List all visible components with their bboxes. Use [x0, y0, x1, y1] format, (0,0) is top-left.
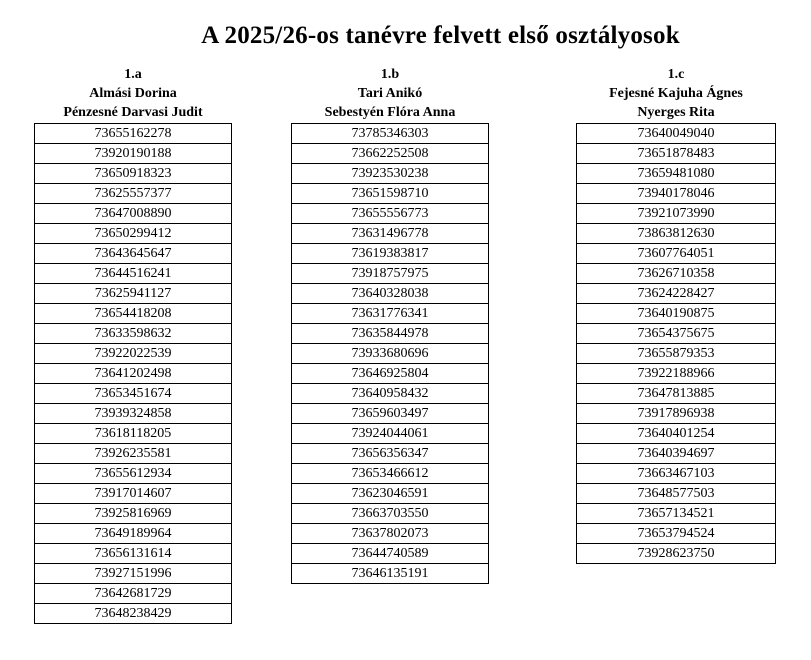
student-id-cell: 73640401254 [577, 424, 776, 444]
student-id-cell: 73917014607 [35, 484, 232, 504]
student-id-cell: 73926235581 [35, 444, 232, 464]
teacher-name: Pénzesné Darvasi Judit [63, 105, 203, 120]
student-id-cell: 73927151996 [35, 564, 232, 584]
student-id-cell: 73648238429 [35, 604, 232, 624]
student-id-table [34, 123, 232, 624]
student-id-cell: 73607764051 [577, 244, 776, 264]
class-name: 1.c [667, 67, 685, 82]
table-row [292, 284, 489, 304]
table-row [577, 244, 776, 264]
student-id-cell: 73918757975 [292, 264, 489, 284]
student-id-cell: 73653451674 [35, 384, 232, 404]
student-id-cell: 73644740589 [292, 544, 489, 564]
table-row [35, 244, 232, 264]
student-id-cell: 73648577503 [577, 484, 776, 504]
student-id-cell: 73644516241 [35, 264, 232, 284]
table-row [35, 444, 232, 464]
table-row [35, 224, 232, 244]
table-row [577, 304, 776, 324]
table-row [292, 444, 489, 464]
table-row [35, 124, 232, 144]
table-row [35, 144, 232, 164]
table-row [577, 484, 776, 504]
table-row [577, 524, 776, 544]
table-row [577, 344, 776, 364]
table-row [577, 204, 776, 224]
table-row [292, 524, 489, 544]
student-id-cell: 73654375675 [577, 324, 776, 344]
table-row [35, 344, 232, 364]
student-id-cell: 73647813885 [577, 384, 776, 404]
table-row [292, 304, 489, 324]
teacher-name: Almási Dorina [89, 86, 177, 101]
student-id-cell: 73924044061 [292, 424, 489, 444]
student-id-cell: 73659481080 [577, 164, 776, 184]
teacher-name: Sebestyén Flóra Anna [324, 105, 456, 120]
table-row [292, 224, 489, 244]
student-id-cell: 73917896938 [577, 404, 776, 424]
table-row [35, 504, 232, 524]
student-id-cell: 73633598632 [35, 324, 232, 344]
table-row [292, 124, 489, 144]
class-column-1c [576, 65, 776, 564]
student-id-cell: 73641202498 [35, 364, 232, 384]
table-row [292, 404, 489, 424]
student-id-cell: 73624228427 [577, 284, 776, 304]
student-id-cell: 73640958432 [292, 384, 489, 404]
student-id-cell: 73618118205 [35, 424, 232, 444]
table-row [35, 484, 232, 504]
student-id-cell: 73921073990 [577, 204, 776, 224]
student-id-cell: 73650299412 [35, 224, 232, 244]
student-id-cell: 73940178046 [577, 184, 776, 204]
student-id-cell: 73939324858 [35, 404, 232, 424]
student-id-cell: 73922188966 [577, 364, 776, 384]
student-id-cell: 73640049040 [577, 124, 776, 144]
table-row [292, 564, 489, 584]
table-row [577, 424, 776, 444]
table-row [292, 504, 489, 524]
table-row [35, 164, 232, 184]
table-row [35, 364, 232, 384]
student-id-cell: 73625941127 [35, 284, 232, 304]
student-id-cell: 73640328038 [292, 284, 489, 304]
table-row [35, 464, 232, 484]
student-id-cell: 73653466612 [292, 464, 489, 484]
student-id-cell: 73785346303 [292, 124, 489, 144]
table-row [35, 424, 232, 444]
table-row [35, 584, 232, 604]
student-id-cell: 73635844978 [292, 324, 489, 344]
table-row [292, 464, 489, 484]
table-row [35, 604, 232, 624]
student-id-cell: 73656131614 [35, 544, 232, 564]
table-row [577, 544, 776, 564]
student-id-cell: 73655612934 [35, 464, 232, 484]
table-row [577, 144, 776, 164]
table-row [577, 464, 776, 484]
page-title: A 2025/26-os tanévre felvett első osztályosok [201, 22, 680, 49]
table-row [35, 544, 232, 564]
student-id-table [291, 123, 489, 584]
class-column-1b [291, 65, 489, 584]
table-row [35, 264, 232, 284]
student-id-cell: 73642681729 [35, 584, 232, 604]
table-row [292, 324, 489, 344]
table-row [35, 204, 232, 224]
table-row [577, 124, 776, 144]
table-row [292, 384, 489, 404]
table-row [35, 564, 232, 584]
table-row [292, 264, 489, 284]
student-id-cell: 73626710358 [577, 264, 776, 284]
student-id-cell: 73920190188 [35, 144, 232, 164]
table-row [577, 264, 776, 284]
table-row [35, 184, 232, 204]
student-id-cell: 73625557377 [35, 184, 232, 204]
table-row [292, 364, 489, 384]
student-id-cell: 73649189964 [35, 524, 232, 544]
student-id-cell: 73863812630 [577, 224, 776, 244]
table-row [577, 384, 776, 404]
table-row [292, 184, 489, 204]
student-id-cell: 73923530238 [292, 164, 489, 184]
student-id-cell: 73933680696 [292, 344, 489, 364]
table-row [292, 164, 489, 184]
table-row [35, 384, 232, 404]
table-row [577, 364, 776, 384]
table-row [577, 184, 776, 204]
student-id-cell: 73655162278 [35, 124, 232, 144]
table-row [35, 304, 232, 324]
table-row [35, 324, 232, 344]
table-row [577, 284, 776, 304]
student-id-cell: 73646135191 [292, 564, 489, 584]
student-id-cell: 73623046591 [292, 484, 489, 504]
student-id-cell: 73922022539 [35, 344, 232, 364]
table-row [35, 284, 232, 304]
student-id-cell: 73655556773 [292, 204, 489, 224]
class-name: 1.a [124, 67, 142, 82]
student-id-cell: 73651598710 [292, 184, 489, 204]
class-column-1a [34, 65, 232, 624]
student-id-cell: 73646925804 [292, 364, 489, 384]
student-id-cell: 73659603497 [292, 404, 489, 424]
teacher-name: Fejesné Kajuha Ágnes [609, 86, 743, 101]
student-id-table [576, 123, 776, 564]
table-row [577, 504, 776, 524]
student-id-cell: 73663703550 [292, 504, 489, 524]
student-id-cell: 73925816969 [35, 504, 232, 524]
student-id-cell: 73640190875 [577, 304, 776, 324]
student-id-cell: 73655879353 [577, 344, 776, 364]
student-id-cell: 73643645647 [35, 244, 232, 264]
class-name: 1.b [380, 67, 400, 82]
teacher-name: Nyerges Rita [637, 105, 715, 120]
student-id-cell: 73654418208 [35, 304, 232, 324]
student-id-cell: 73662252508 [292, 144, 489, 164]
table-row [577, 404, 776, 424]
table-row [577, 444, 776, 464]
table-row [35, 404, 232, 424]
table-row [292, 484, 489, 504]
table-row [577, 224, 776, 244]
student-id-cell: 73647008890 [35, 204, 232, 224]
student-id-cell: 73928623750 [577, 544, 776, 564]
table-row [292, 424, 489, 444]
student-id-cell: 73631496778 [292, 224, 489, 244]
student-id-cell: 73631776341 [292, 304, 489, 324]
table-row [292, 144, 489, 164]
student-id-cell: 73650918323 [35, 164, 232, 184]
table-row [35, 524, 232, 544]
table-row [577, 324, 776, 344]
student-id-cell: 73656356347 [292, 444, 489, 464]
student-id-cell: 73653794524 [577, 524, 776, 544]
table-row [292, 204, 489, 224]
student-id-cell: 73640394697 [577, 444, 776, 464]
table-row [577, 164, 776, 184]
student-id-cell: 73663467103 [577, 464, 776, 484]
table-row [292, 544, 489, 564]
student-id-cell: 73657134521 [577, 504, 776, 524]
table-row [292, 344, 489, 364]
student-id-cell: 73637802073 [292, 524, 489, 544]
student-id-cell: 73651878483 [577, 144, 776, 164]
student-id-cell: 73619383817 [292, 244, 489, 264]
table-row [292, 244, 489, 264]
teacher-name: Tari Anikó [357, 86, 423, 101]
